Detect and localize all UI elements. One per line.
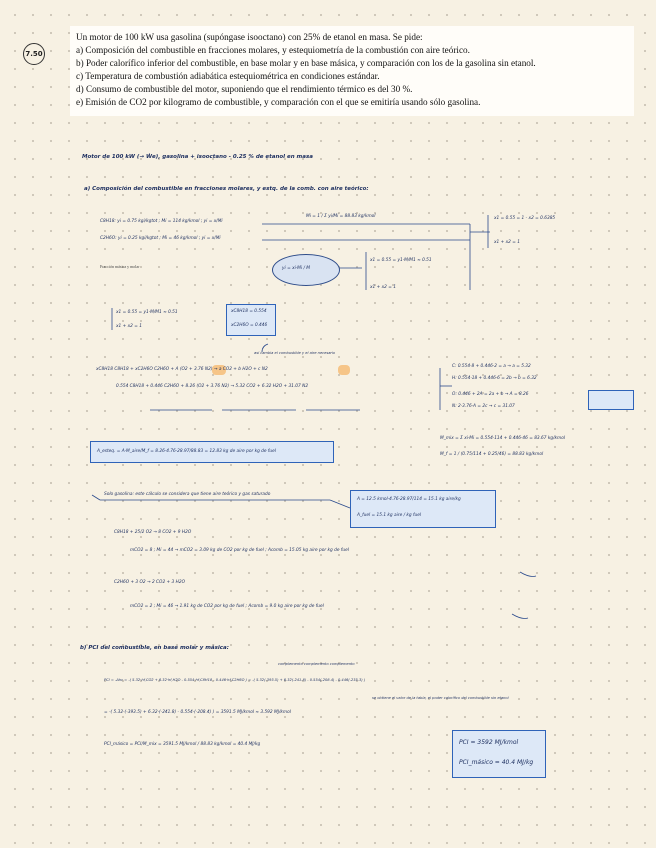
pci-line-2: = -( 5.32·(-393.5) + 6.32·(-241.8) - 0.554·(-208.4) ) = 3591.5 MJ/kmol ≈ 3.592 MJ/kmol xyxy=(104,710,291,715)
pci-note: se obtiene el valor de la tabla, el poder calorífico del combustible sin etanol xyxy=(372,696,509,700)
box-pure-1: A = 12.5 kmol·4.76·28.97/114 = 15.1 kg aire/kg xyxy=(357,497,461,502)
c2-equation: C2H6O + 3 O2 → 2 CO2 + 3 H2O xyxy=(114,580,185,585)
formula-text: yi = xi·Mi / M xyxy=(282,266,310,271)
formula-label: Fracción másica y molar xyxy=(100,264,140,269)
section-a-heading: a) Composición del combustible en fracciones molares, y estq. de la comb. con aire teórico: xyxy=(84,186,369,192)
c8-results: mCO2 = 8 ; Mi = 44 → mCO2 = 3.09 kg de CO2 por kg de fuel ; Acomb = 15.05 kg aire por kg de fuel xyxy=(130,548,349,553)
result-box-fractions xyxy=(226,304,276,336)
balance-h: H: 0.554·18 + 0.446·6 = 2b → b = 6.32 xyxy=(452,376,537,381)
balance-n: N: 2·3.76·A = 2c → c = 31.07 xyxy=(452,404,515,409)
line-c8h18: C8H18: yi = 0.75 kgi/kgtot ; Mi = 114 kg/kmol ; yi = x/Mi xyxy=(100,219,223,224)
result-box-pure xyxy=(350,490,496,528)
mmix-line: M_mix = Σ xi·Mi = 0.554·114 + 0.446·46 = 83.67 kg/kmol xyxy=(440,436,566,441)
line-result-2: x1 + x2 = 1 xyxy=(494,240,520,245)
comb-note: así cambia el combustible y el aire necesario xyxy=(254,351,336,355)
statement-line: a) Composición del combustible en fracciones molares, y estequiometría de la combustión con aire teórico. xyxy=(76,45,470,56)
box-pci-molar: PCI = 3592 MJ/kmol xyxy=(459,739,519,746)
section-b-heading: b) PCI del combustible, en base molar y másica: xyxy=(80,645,229,651)
problem-number-badge: 7.50 xyxy=(23,43,45,65)
combustion-equation: xC8H18 C8H18 + xC2H6O C2H6O + A (O2 + 3.76 N2) → a CO2 + b H2O + c N2 xyxy=(96,367,268,372)
mf-line: M_f = 1 / (0.75/114 + 0.25/46) = 88.83 kg/kmol xyxy=(440,452,544,457)
notes-title: Motor de 100 kW (→ Ẇe), gasolina + isooctano - 0.25 % de etanol en masa xyxy=(82,154,313,160)
balance-o: O: 0.446 + 2A = 2a + b → A = 8.26 xyxy=(452,392,529,397)
c2-results: mCO2 = 2 ; Mi = 46 → 1.91 kg de CO2 por kg de fuel ; Acomb = 9.0 kg aire por kg de fuel xyxy=(130,604,324,609)
line-result-1: x1 = 0.55 = 1 - x2 = 0.6385 xyxy=(494,216,556,221)
box-pci-mass: PCI_másico = 40.4 MJ/kg xyxy=(459,759,534,766)
pure-gasoline-heading: Solo gasolina: este cálculo se considera que tiene aire teórico y gas saturado xyxy=(104,492,271,497)
line-molar-mass: Mi = 1 / Σ yi/Mi = 88.83 kg/kmol xyxy=(306,214,376,219)
line-sum: x1 + x2 = 1 xyxy=(370,285,396,290)
result-box-pci xyxy=(452,730,546,778)
box-pure-2: A_fuel = 15.1 kg aire / kg fuel xyxy=(357,513,422,518)
line-res-b: x1 + x2 = 1 xyxy=(116,324,142,329)
line-res-a: x1 = 0.55 = y1·M/M1 ≈ 0.51 xyxy=(116,310,178,315)
statement-line: d) Consumo de combustible del motor, suponiendo que el rendimiento térmico es del 30 %. xyxy=(76,84,413,95)
line-xc8: x1 = 0.55 = y1·M/M1 ≈ 0.51 xyxy=(370,258,432,263)
line-c2h6o: C2H6O: yi = 0.25 kgi/kgtot ; Mi = 46 kg/kmol ; yi = x/Mi xyxy=(100,236,221,241)
pci-line-3: PCI_másico = PCI/M_mix = 3591.5 MJ/kmol / 88.83 kg/kmol = 40.4 MJ/kg xyxy=(104,742,261,747)
result-box-afr xyxy=(90,441,334,463)
pci-line-1: PCI = -Δhc = -( 5.32·hf,CO2 + 6.32·hf,H2O - 0.554·hf,C8H18 - 0.446·hf,C2H6O ) = -( 5.32(-393.5) + 6.32(-241.8) - 0.554(-208.4) - 0.446(-235.3) ) xyxy=(104,678,366,682)
pci-top-note: complemento complemento complemento xyxy=(278,662,355,666)
balance-c: C: 0.554·8 + 0.446·2 = a → a = 5.32 xyxy=(452,364,531,369)
afr-line: A_esteq. = A·M_aire/M_f = 8.26·4.76·28.97/88.83 = 12.83 kg de aire por kg de fuel xyxy=(97,449,276,454)
c8-equation: C8H18 + 25/2 O2 → 8 CO2 + 9 H2O xyxy=(114,530,192,535)
statement-line: b) Poder calorífico inferior del combustible, en base molar y en base másica, y comparación con los de la gasolina sin etanol. xyxy=(76,58,536,69)
statement-line: c) Temperatura de combustión adiabática estequiométrica en condiciones estándar. xyxy=(76,71,380,82)
statement-line: e) Emisión de CO2 por kilogramo de combustible, y comparación con el que se emitiría usando sólo gasolina. xyxy=(76,97,481,108)
highlight-c xyxy=(338,365,350,375)
box-xc2h6o: xC2H6O = 0.446 xyxy=(231,323,268,328)
statement-line: Un motor de 100 kW usa gasolina (supóngase isooctano) con 25% de etanol en masa. Se pide: xyxy=(76,32,423,42)
combustion-equation-2: 0.554 C8H18 + 0.446 C2H6O + 8.26 (O2 + 3.76 N2) → 5.32 CO2 + 6.32 H2O + 31.07 N2 xyxy=(116,384,309,389)
box-xc8h18: xC8H18 = 0.554 xyxy=(231,309,267,314)
result-box-balance xyxy=(588,390,634,410)
